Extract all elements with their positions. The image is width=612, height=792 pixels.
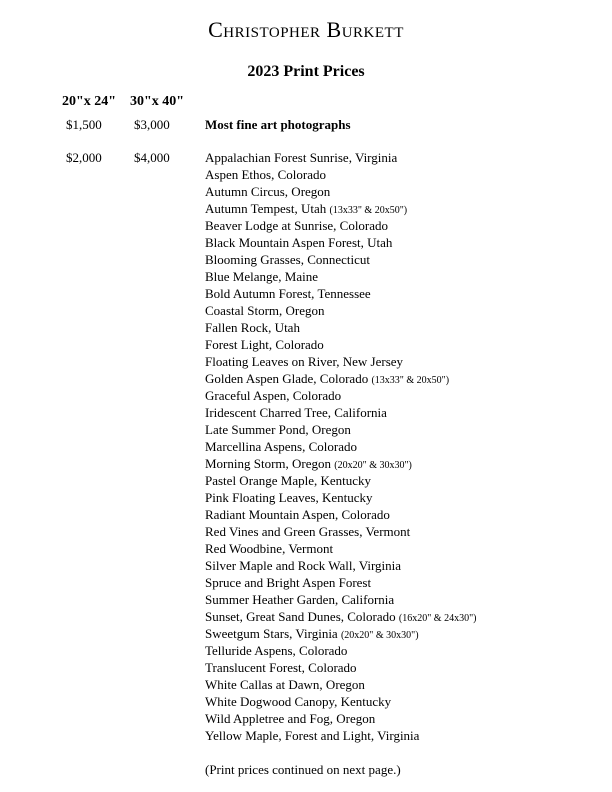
- photograph-title: Radiant Mountain Aspen, Colorado: [205, 507, 390, 522]
- column-header-30x40: 30"x 40": [130, 94, 185, 109]
- photograph-list-item: [205, 676, 477, 693]
- photograph-sizes: (20x20" & 30x30"): [340, 630, 419, 641]
- photograph-title: Marcellina Aspens, Colorado: [205, 439, 357, 454]
- photograph-list-item: [205, 285, 477, 302]
- page-title: 2023 Print Prices: [247, 63, 365, 80]
- photograph-list-item: [205, 455, 477, 472]
- photograph-title: Morning Storm, Oregon: [205, 456, 332, 471]
- photograph-list-item: [205, 625, 477, 642]
- photograph-list-item: [205, 540, 477, 557]
- photograph-title: Yellow Maple, Forest and Light, Virginia: [205, 728, 420, 743]
- tier2-price-20x24: $2,000: [66, 150, 102, 165]
- photograph-list-item: [205, 319, 477, 336]
- photograph-list-item: [205, 489, 477, 506]
- photograph-list-item: [205, 693, 477, 710]
- photograph-title: White Dogwood Canopy, Kentucky: [205, 694, 392, 709]
- photograph-title: Telluride Aspens, Colorado: [205, 643, 348, 658]
- photograph-title: Wild Appletree and Fog, Oregon: [205, 711, 376, 726]
- photograph-list-item: [205, 370, 477, 387]
- photograph-list-item: [205, 336, 477, 353]
- photograph-list-item: [205, 608, 477, 625]
- photograph-list-item: [205, 353, 477, 370]
- photograph-list-item: [205, 710, 477, 727]
- photograph-title: Red Vines and Green Grasses, Vermont: [205, 524, 411, 539]
- photograph-title: Appalachian Forest Sunrise, Virginia: [205, 150, 398, 165]
- photograph-title: Sweetgum Stars, Virginia: [205, 626, 338, 641]
- photograph-list-item: [205, 200, 477, 217]
- photograph-list-item: [205, 727, 477, 744]
- photograph-title: Golden Aspen Glade, Colorado: [205, 371, 369, 386]
- tier2-price-30x40: $4,000: [134, 150, 170, 165]
- photograph-sizes: (13x33" & 20x50"): [329, 205, 408, 216]
- tier1-price-30x40: $3,000: [134, 117, 170, 132]
- photograph-title: Fallen Rock, Utah: [205, 320, 300, 335]
- photograph-title: White Callas at Dawn, Oregon: [205, 677, 365, 692]
- column-header-20x24: 20"x 24": [62, 94, 117, 109]
- photograph-list-item: [205, 251, 477, 268]
- photograph-list-item: [205, 268, 477, 285]
- photograph-list-item: [205, 404, 477, 421]
- photograph-title: Bold Autumn Forest, Tennessee: [205, 286, 371, 301]
- photograph-title: Blue Melange, Maine: [205, 269, 318, 284]
- photograph-title: Forest Light, Colorado: [205, 337, 324, 352]
- photograph-title: Pink Floating Leaves, Kentucky: [205, 490, 373, 505]
- photograph-title: Spruce and Bright Aspen Forest: [205, 575, 372, 590]
- photograph-title: Graceful Aspen, Colorado: [205, 388, 342, 403]
- tier1-price-20x24: $1,500: [66, 117, 102, 132]
- photograph-title: Pastel Orange Maple, Kentucky: [205, 473, 372, 488]
- photograph-list-item: [205, 642, 477, 659]
- photograph-sizes: (20x20" & 30x30"): [334, 460, 412, 471]
- tier2-photograph-list: [205, 149, 477, 744]
- photograph-title: Sunset, Great Sand Dunes, Colorado: [205, 609, 396, 624]
- photograph-sizes: (13x33" & 20x50"): [371, 375, 450, 386]
- photograph-title: Late Summer Pond, Oregon: [205, 422, 351, 437]
- photograph-title: Aspen Ethos, Colorado: [205, 167, 326, 182]
- photograph-list-item: [205, 523, 477, 540]
- photograph-list-item: [205, 659, 477, 676]
- photograph-list-item: [205, 149, 477, 166]
- photograph-title: Coastal Storm, Oregon: [205, 303, 325, 318]
- photograph-list-item: [205, 387, 477, 404]
- photograph-list-item: [205, 574, 477, 591]
- photograph-list-item: [205, 302, 477, 319]
- photograph-list-item: [205, 438, 477, 455]
- photograph-title: Autumn Tempest, Utah: [205, 201, 327, 216]
- photograph-list-item: [205, 557, 477, 574]
- photograph-list-item: [205, 421, 477, 438]
- photograph-title: Translucent Forest, Colorado: [205, 660, 357, 675]
- photograph-list-item: [205, 591, 477, 608]
- photograph-list-item: [205, 506, 477, 523]
- photographer-name: Christopher Burkett: [208, 17, 404, 42]
- photograph-title: Summer Heather Garden, California: [205, 592, 395, 607]
- photograph-list-item: [205, 234, 477, 251]
- photograph-title: Red Woodbine, Vermont: [205, 541, 334, 556]
- photograph-title: Silver Maple and Rock Wall, Virginia: [205, 558, 402, 573]
- continued-note: (Print prices continued on next page.): [205, 762, 401, 777]
- photograph-list-item: [205, 472, 477, 489]
- photograph-title: Floating Leaves on River, New Jersey: [205, 354, 404, 369]
- photograph-title: Iridescent Charred Tree, California: [205, 405, 387, 420]
- photograph-list-item: [205, 217, 477, 234]
- photograph-title: Autumn Circus, Oregon: [205, 184, 331, 199]
- photograph-list-item: [205, 183, 477, 200]
- photograph-title: Beaver Lodge at Sunrise, Colorado: [205, 218, 389, 233]
- photograph-list-item: [205, 166, 477, 183]
- photograph-title: Blooming Grasses, Connecticut: [205, 252, 371, 267]
- tier1-category-label: Most fine art photographs: [205, 117, 351, 132]
- photograph-title: Black Mountain Aspen Forest, Utah: [205, 235, 393, 250]
- photograph-sizes: (16x20" & 24x30"): [398, 613, 477, 624]
